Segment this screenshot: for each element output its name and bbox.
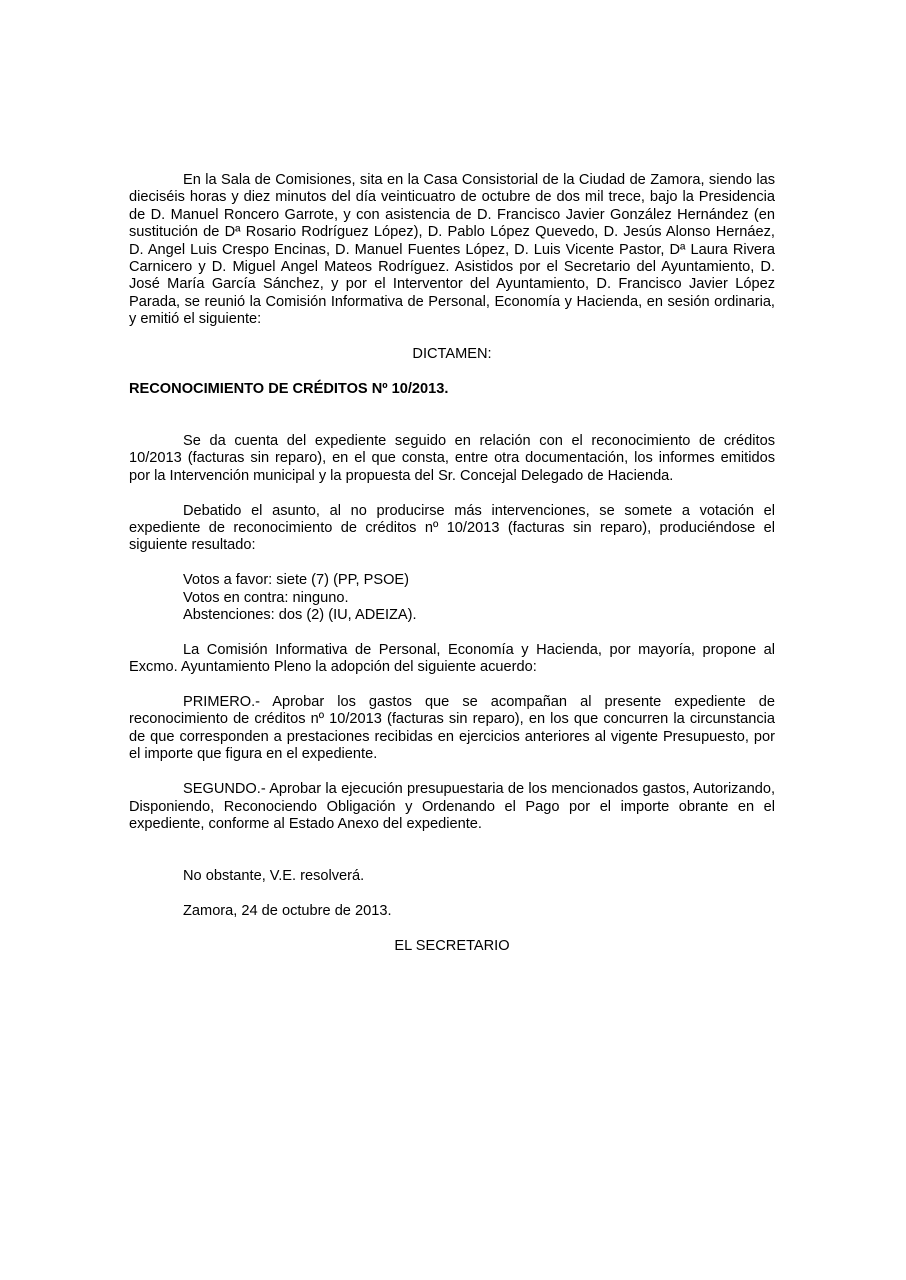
subject-title: RECONOCIMIENTO DE CRÉDITOS Nº 10/2013. — [129, 380, 449, 397]
document-page — [129, 172, 775, 955]
votes-list — [129, 572, 775, 624]
paragraph-segundo: SEGUNDO.- Aprobar la ejecución presupuestaria de los mencionados gastos, Autorizando, Disponiendo, Reconociendo Obligación y Ordenando el Pago por el importe obrante en el expediente, conforme al Estado Anexo del expediente. — [129, 781, 775, 832]
intro-paragraph: En la Sala de Comisiones, sita en la Casa Consistorial de la Ciudad de Zamora, siendo las dieciséis horas y diez minutos del día veinticuatro de octubre de dos mil trece, bajo la Presidencia de D. Manuel Roncero Garrote, y con asistencia de D. Francisco Javier González Hernández (en sustitución de Dª Rosario Rodríguez López), D. Pablo López Quevedo, D. Jesús Alonso Hernáez, D. Angel Luis Crespo Encinas, D. Manuel Fuentes López, D. Luis Vicente Pastor, Dª Laura Rivera Carnicero y D. Miguel Angel Mateos Rodríguez. Asistidos por el Secretario del Ayuntamiento, D. José María García Sánchez, y por el Interventor del Ayuntamiento, D. Francisco Javier López Parada, se reunió la Comisión Informativa de Personal, Economía y Hacienda, en sesión ordinaria, y emitió el siguiente: — [129, 172, 775, 328]
paragraph-cuenta: Se da cuenta del expediente seguido en relación con el reconocimiento de créditos 10/2013 (facturas sin reparo), en el que consta, entre otra documentación, los informes emitidos por la Intervención municipal y la propuesta del Sr. Concejal Delegado de Hacienda. — [129, 433, 775, 484]
dictamen-heading: DICTAMEN: — [412, 346, 492, 363]
paragraph-comision: La Comisión Informativa de Personal, Economía y Hacienda, por mayoría, propone al Excmo. Ayuntamiento Pleno la adopción del siguiente acuerdo: — [129, 641, 775, 676]
closing-line: No obstante, V.E. resolverá. — [183, 868, 365, 885]
place-date: Zamora, 24 de octubre de 2013. — [183, 902, 392, 919]
votes-abstenciones: Abstenciones: dos (2) (IU, ADEIZA). — [183, 607, 417, 624]
paragraph-debatido: Debatido el asunto, al no producirse más intervenciones, se somete a votación el expediente de reconocimiento de créditos nº 10/2013 (facturas sin reparo), produciéndose el siguiente resultado: — [129, 502, 775, 554]
signature: EL SECRETARIO — [394, 937, 510, 954]
votes-favor: Votos a favor: siete (7) (PP, PSOE) — [183, 572, 410, 589]
votes-contra: Votos en contra: ninguno. — [183, 589, 349, 606]
paragraph-primero: PRIMERO.- Aprobar los gastos que se acompañan al presente expediente de reconocimiento de créditos nº 10/2013 (facturas sin reparo), en los que concurren la circunstancia de que corresponden a prestaciones recibidas en ejercicios anteriores al vigente Presupuesto, por el importe que figura en el expediente. — [129, 694, 775, 763]
